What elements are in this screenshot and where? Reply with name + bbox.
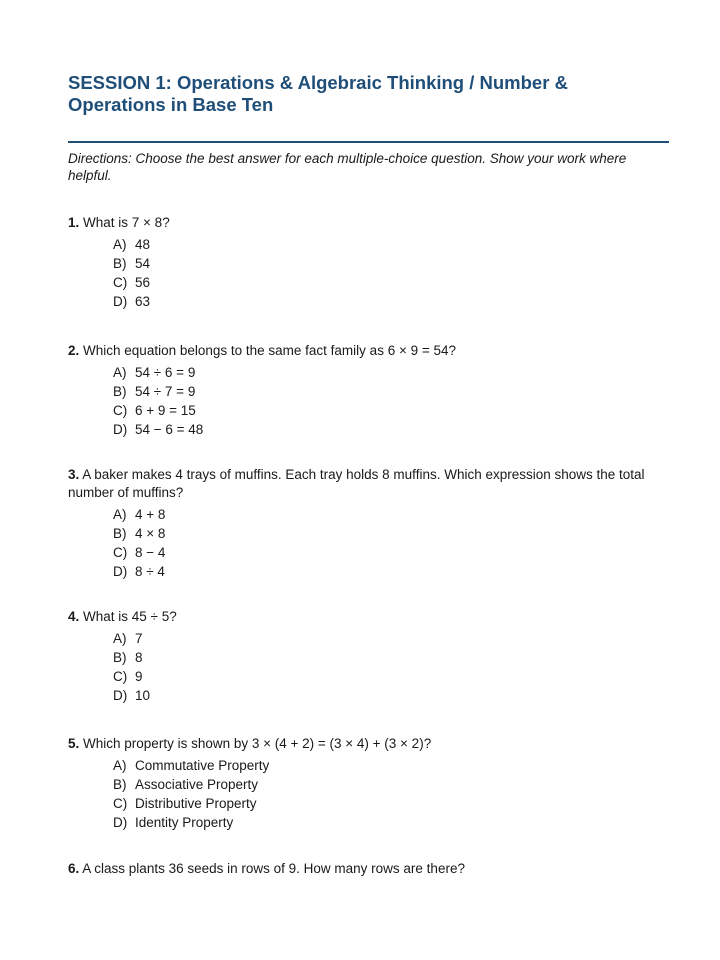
choice-text: 4 × 8 <box>135 526 166 541</box>
question-number: 2. <box>68 343 80 358</box>
question-text: A class plants 36 seeds in rows of 9. How many rows are there? <box>82 861 465 876</box>
choice-b[interactable] <box>113 254 668 273</box>
choice-letter: C) <box>113 796 128 811</box>
choice-letter: A) <box>113 237 127 252</box>
title-divider <box>68 141 669 143</box>
choice-text: Distributive Property <box>135 796 257 811</box>
question-text: Which equation belongs to the same fact family as 6 × 9 = 54? <box>83 343 457 358</box>
question-3 <box>68 466 668 581</box>
choice-letter: C) <box>113 669 128 684</box>
choice-text: 54 − 6 = 48 <box>135 422 204 437</box>
question-4 <box>68 608 668 705</box>
choice-text: Associative Property <box>135 777 259 792</box>
choice-a[interactable] <box>113 235 668 254</box>
choice-c[interactable] <box>113 543 668 562</box>
answer-choices <box>68 629 668 705</box>
question-number: 4. <box>68 609 80 624</box>
choice-text: 54 <box>135 256 151 271</box>
choice-c[interactable] <box>113 401 668 420</box>
choice-letter: D) <box>113 688 128 703</box>
question-number: 3. <box>68 467 80 482</box>
choice-d[interactable] <box>113 420 668 439</box>
choice-text: 4 + 8 <box>135 507 166 522</box>
choice-letter: A) <box>113 365 127 380</box>
choice-text: 54 ÷ 6 = 9 <box>135 365 196 380</box>
choice-d[interactable] <box>113 562 668 581</box>
question-stem <box>68 214 668 232</box>
answer-choices <box>68 235 668 311</box>
question-2 <box>68 342 668 439</box>
choice-letter: C) <box>113 275 128 290</box>
question-number: 1. <box>68 215 80 230</box>
choice-letter: C) <box>113 545 128 560</box>
choice-a[interactable] <box>113 756 668 775</box>
question-text: What is 45 ÷ 5? <box>83 609 177 624</box>
question-stem <box>68 342 668 360</box>
choice-c[interactable] <box>113 794 668 813</box>
choice-text: 54 ÷ 7 = 9 <box>135 384 196 399</box>
answer-choices <box>68 363 668 439</box>
session-title: SESSION 1: Operations & Algebraic Thinking / Number & Operations in Base Ten <box>68 72 568 115</box>
choice-text: Commutative Property <box>135 758 270 773</box>
choice-letter: D) <box>113 564 128 579</box>
answer-choices <box>68 505 668 581</box>
choice-letter: B) <box>113 777 127 792</box>
choice-letter: D) <box>113 815 128 830</box>
choice-letter: B) <box>113 256 127 271</box>
choice-b[interactable] <box>113 775 668 794</box>
choice-a[interactable] <box>113 505 668 524</box>
choice-letter: B) <box>113 384 127 399</box>
question-1 <box>68 214 668 311</box>
choice-text: 6 + 9 = 15 <box>135 403 196 418</box>
choice-c[interactable] <box>113 273 668 292</box>
choice-text: 8 − 4 <box>135 545 166 560</box>
question-text: A baker makes 4 trays of muffins. Each tray holds 8 muffins. Which expression shows the total number of muffins? <box>68 467 645 500</box>
choice-letter: B) <box>113 526 127 541</box>
choice-text: 8 <box>135 650 143 665</box>
choice-letter: A) <box>113 631 127 646</box>
question-5 <box>68 735 668 832</box>
question-number: 6. <box>68 861 80 876</box>
choice-b[interactable] <box>113 524 668 543</box>
question-stem <box>68 735 668 753</box>
choice-letter: D) <box>113 422 128 437</box>
choice-text: 9 <box>135 669 143 684</box>
choice-text: 8 ÷ 4 <box>135 564 165 579</box>
question-number: 5. <box>68 736 80 751</box>
choice-text: Identity Property <box>135 815 234 830</box>
choice-text: 63 <box>135 294 151 309</box>
question-stem <box>68 466 668 502</box>
question-text: Which property is shown by 3 × (4 + 2) = (3 × 4) + (3 × 2)? <box>83 736 432 751</box>
choice-text: 7 <box>135 631 143 646</box>
question-text: What is 7 × 8? <box>83 215 170 230</box>
question-6 <box>68 860 668 878</box>
choice-b[interactable] <box>113 382 668 401</box>
choice-b[interactable] <box>113 648 668 667</box>
choice-letter: D) <box>113 294 128 309</box>
choice-letter: C) <box>113 403 128 418</box>
choice-text: 56 <box>135 275 151 290</box>
question-stem <box>68 860 668 878</box>
choice-d[interactable] <box>113 813 668 832</box>
choice-text: 10 <box>135 688 151 703</box>
choice-d[interactable] <box>113 686 668 705</box>
choice-text: 48 <box>135 237 151 252</box>
directions-text: Directions: Choose the best answer for each multiple-choice question. Show your work where helpful. <box>68 151 627 183</box>
answer-choices <box>68 756 668 832</box>
question-stem <box>68 608 668 626</box>
choice-letter: A) <box>113 507 127 522</box>
choice-a[interactable] <box>113 363 668 382</box>
choice-letter: B) <box>113 650 127 665</box>
choice-letter: A) <box>113 758 127 773</box>
choice-d[interactable] <box>113 292 668 311</box>
choice-c[interactable] <box>113 667 668 686</box>
choice-a[interactable] <box>113 629 668 648</box>
